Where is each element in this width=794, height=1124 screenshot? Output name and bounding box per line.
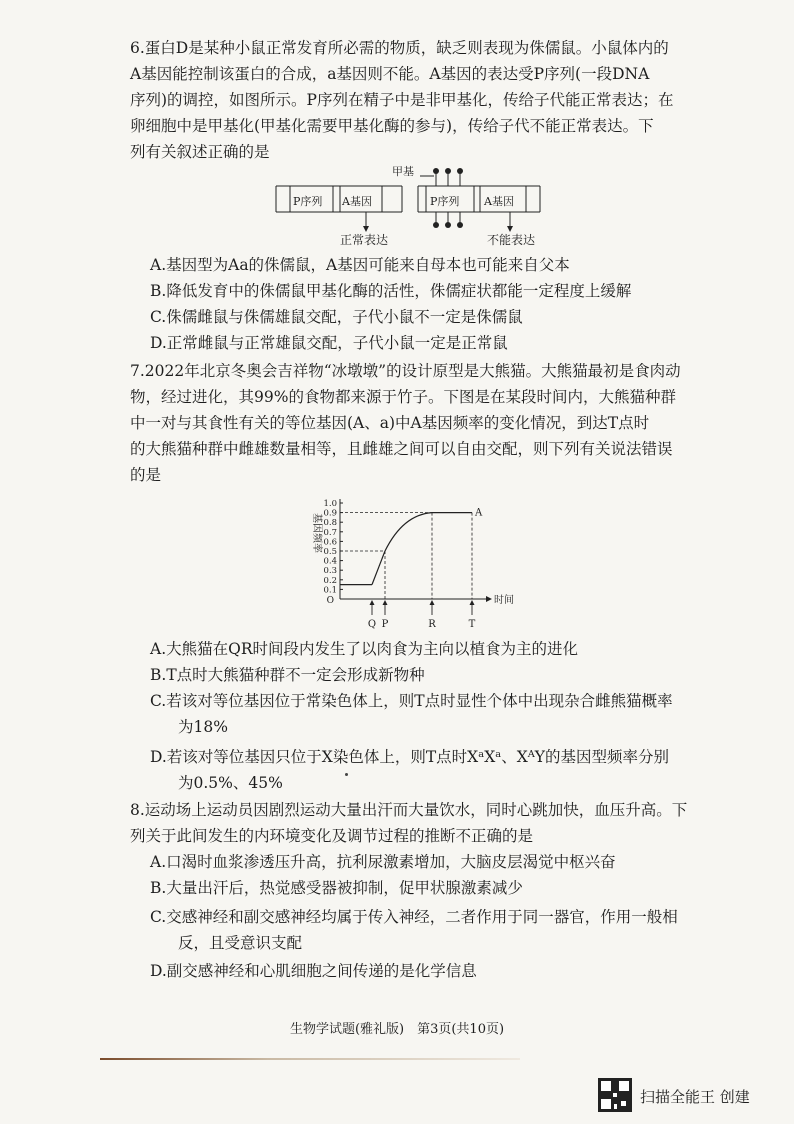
p-seq-label-left: P序列 xyxy=(293,195,323,208)
a-gene-label-left: A基因 xyxy=(342,195,372,208)
marker-arrowhead-P xyxy=(383,600,388,605)
q6-option-b: B.降低发育中的侏儒鼠甲基化酶的活性，侏儒症状都能一定程度上缓解 xyxy=(150,282,632,300)
q6-option-c: C.侏儒雌鼠与侏儒雄鼠交配，子代小鼠不一定是侏儒鼠 xyxy=(150,308,523,326)
q6-line-2: A基因能控制该蛋白的合成，a基因则不能。A基因的表达受P序列(一段DNA xyxy=(130,65,650,83)
marker-arrowhead-Q xyxy=(370,600,375,605)
y-tick-label: 0.8 xyxy=(323,518,337,529)
marker-arrowhead-T xyxy=(470,600,475,605)
y-tick-label: 0.3 xyxy=(323,566,337,577)
y-tick-label: 0.7 xyxy=(323,527,337,538)
q7-line-1: 7.2022年北京冬奥会吉祥物“冰墩墩”的设计原型是大熊猫。大熊猫最初是食肉动 xyxy=(130,362,681,380)
y-tick-label: 0.1 xyxy=(323,585,337,596)
scanner-watermark-text: 扫描全能王 创建 xyxy=(640,1088,750,1106)
q7-line-3: 中一对与其食性有关的等位基因(A、a)中A基因频率的变化情况，到达T点时 xyxy=(130,414,650,432)
x-marker-label-R: R xyxy=(428,619,436,630)
q7-line-2: 物，经过进化，其99%的食物都来源于竹子。下图是在某段时间内，大熊猫种群 xyxy=(130,388,676,406)
q8-option-b: B.大量出汗后，热觉感受器被抑制，促甲状腺激素减少 xyxy=(150,879,523,897)
series-label: A xyxy=(475,507,483,519)
q7-option-a: A.大熊猫在QR时间段内发生了以肉食为主向以植食为主的进化 xyxy=(150,640,579,658)
x-axis-label: 时间 xyxy=(494,595,514,606)
x-marker-label-Q: Q xyxy=(367,619,377,630)
y-tick-label: 0.5 xyxy=(323,547,337,557)
stray-dot xyxy=(345,773,348,776)
y-tick-label: 0.9 xyxy=(323,508,337,519)
q7-option-c-cont: 为18% xyxy=(178,718,228,736)
x-marker-label-P: P xyxy=(381,619,389,630)
q8-option-a: A.口渴时血浆渗透压升高，抗利尿激素增加，大脑皮层渴觉中枢兴奋 xyxy=(150,853,616,871)
origin-label: O xyxy=(326,596,334,606)
p-seq-label-right: P序列 xyxy=(430,195,460,208)
q8-line-2: 列关于此间发生的内环境变化及调节过程的推断不正确的是 xyxy=(130,827,534,845)
series-segment-rise xyxy=(372,551,385,585)
q6-line-1: 6.蛋白D是某种小鼠正常发育所必需的物质，缺乏则表现为侏儒鼠。小鼠体内的 xyxy=(130,39,669,57)
marker-arrowhead-R xyxy=(430,600,435,605)
qr-code-icon xyxy=(598,1078,632,1112)
q6-line-4: 卵细胞中是甲基化(甲基化需要甲基化酶的参与)，传给子代不能正常表达。下 xyxy=(130,117,654,135)
page-footer: 生物学试题(雅礼版) 第3页(共10页) xyxy=(289,1022,505,1037)
q6-option-d: D.正常雌鼠与正常雄鼠交配，子代小鼠一定是正常鼠 xyxy=(150,334,508,352)
q8-option-c-cont: 反，且受意识支配 xyxy=(178,934,303,952)
q7-option-d: D.若该对等位基因只位于X染色体上，则T点时XᵃXᵃ、XᴬY的基因型频率分别 xyxy=(150,748,670,766)
scan-edge-line xyxy=(100,1058,520,1060)
q8-option-d: D.副交感神经和心肌细胞之间传递的是化学信息 xyxy=(150,962,477,980)
y-tick-label: 0.4 xyxy=(323,556,337,567)
q6-line-3: 序列)的调控，如图所示。P序列在精子中是非甲基化，传给子代能正常表达；在 xyxy=(130,91,674,109)
q7-line-5: 的是 xyxy=(130,466,162,484)
q7-line-4: 的大熊猫种群中雌雄数量相等，且雌雄之间可以自由交配，则下列有关说法错误 xyxy=(130,440,673,458)
y-tick-label: 0.6 xyxy=(323,537,337,548)
gene-frequency-chart xyxy=(300,495,530,633)
y-tick-label: 0.2 xyxy=(323,575,337,586)
normal-expression-label: 正常表达 xyxy=(340,233,389,247)
q7-option-d-cont: 为0.5%、45% xyxy=(178,774,283,792)
dna-left xyxy=(276,186,402,232)
q6-option-a: A.基因型为Aa的侏儒鼠，A基因可能来自母本也可能来自父本 xyxy=(150,256,570,274)
y-axis-label: 基因频率 xyxy=(311,513,322,553)
methyl-label: 甲基 xyxy=(392,165,414,178)
q7-option-c: C.若该对等位基因位于常染色体上，则T点时显性个体中出现杂合雌熊猫概率 xyxy=(150,692,673,710)
q6-line-5: 列有关叙述正确的是 xyxy=(130,143,270,161)
q8-option-c: C.交感神经和副交感神经均属于传入神经，二者作用于同一器官，作用一般相 xyxy=(150,908,678,926)
series-curve xyxy=(385,513,432,551)
q8-line-1: 8.运动场上运动员因剧烈运动大量出汗而大量饮水，同时心跳加快，血压升高。下 xyxy=(130,801,688,819)
x-marker-label-T: T xyxy=(468,619,476,630)
a-gene-label-right: A基因 xyxy=(484,195,514,208)
y-tick-label: 1.0 xyxy=(323,499,337,509)
x-axis-arrow xyxy=(486,596,492,602)
q7-option-b: B.T点时大熊猫种群不一定会形成新物种 xyxy=(150,666,425,684)
scanner-watermark xyxy=(598,1078,778,1118)
no-expression-label: 不能表达 xyxy=(487,233,536,247)
